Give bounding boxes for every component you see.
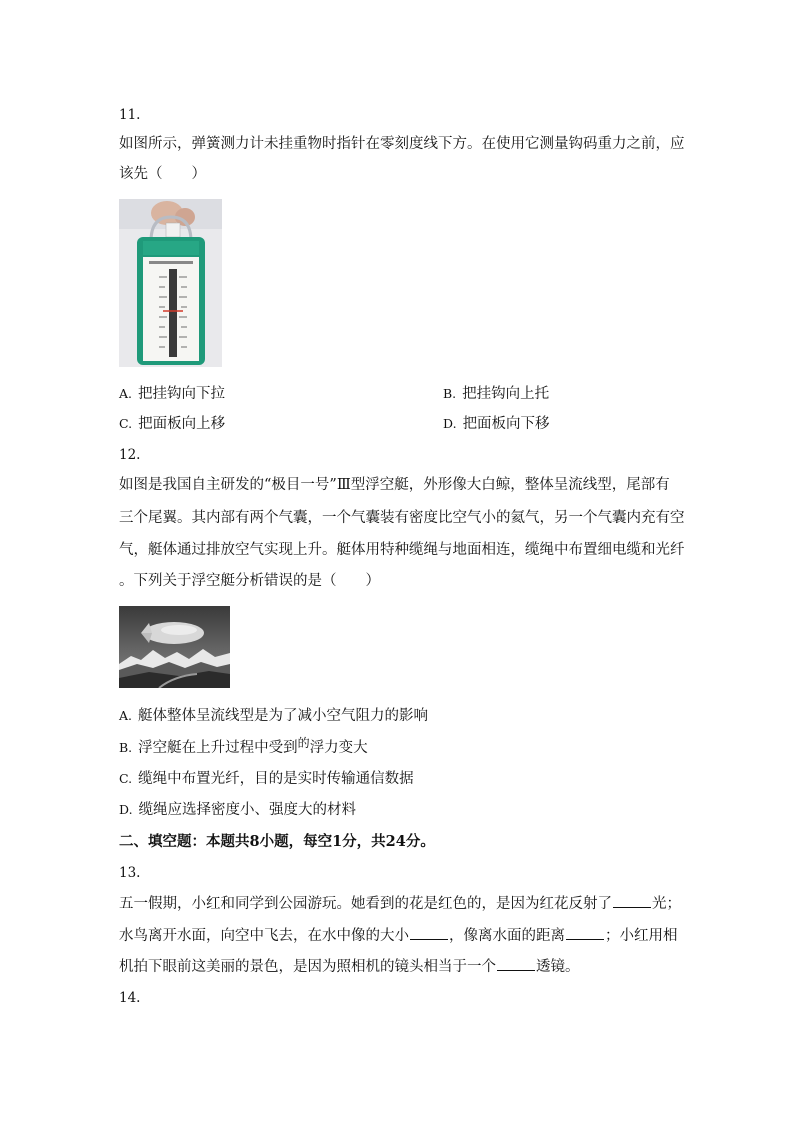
question-13-number: 13.: [119, 865, 141, 881]
text-segment: ，像离水面的距离: [449, 928, 565, 944]
option-text: 缆绳中布置光纤，目的是实时传输通信数据: [138, 771, 414, 787]
question-12-option-a: [119, 706, 428, 726]
option-letter: C.: [119, 771, 133, 786]
airship-image: [119, 606, 230, 688]
option-text-part1: 浮空艇在上升过程中受到: [138, 740, 298, 756]
question-11-option-c: [119, 414, 225, 434]
text-segment: 机拍下眼前这美丽的景色，是因为照相机的镜头相当于一个: [119, 959, 496, 975]
question-11-number: 11.: [119, 107, 141, 123]
text-segment: 五一假期，小红和同学到公园游玩。她看到的花是红色的，是因为红花反射了: [119, 896, 612, 912]
question-13-line2: [119, 925, 678, 946]
question-12-option-c: [119, 769, 414, 789]
option-text: 缆绳应选择密度小、强度大的材料: [138, 802, 357, 818]
option-text: 把挂钩向上托: [462, 386, 550, 402]
section-heading: 二、填空题：本题共8小题，每空1分，共24分。: [119, 833, 435, 850]
question-14-number: 14.: [119, 990, 141, 1006]
question-11-option-b: [443, 384, 549, 404]
question-11-stem-line2: 该先（ ）: [119, 166, 206, 182]
text-segment: 透镜。: [536, 959, 580, 975]
option-letter: A.: [119, 386, 133, 401]
option-text: 把面板向上移: [138, 416, 226, 432]
question-12-stem-line1: 如图是我国自主研发的“极目一号”Ⅲ型浮空艇，外形像大白鲸，整体呈流线型，尾部有: [119, 477, 670, 493]
option-text: 把面板向下移: [462, 416, 550, 432]
text-segment: ；小红用相: [605, 928, 678, 944]
answer-blank-3[interactable]: [566, 925, 604, 940]
question-12-option-d: [119, 800, 356, 820]
spring-scale-photo: [119, 199, 222, 367]
option-text: 艇体整体呈流线型是为了减小空气阻力的影响: [138, 708, 429, 724]
question-12-option-b: [119, 738, 368, 758]
text-segment: 水鸟离开水面，向空中飞去，在水中像的大小: [119, 928, 409, 944]
answer-blank-1[interactable]: [613, 893, 651, 908]
question-12-number: 12.: [119, 447, 141, 463]
option-text-part2: 浮力变大: [309, 740, 368, 756]
answer-blank-2[interactable]: [410, 925, 448, 940]
option-letter: D.: [119, 802, 133, 817]
option-letter: D.: [443, 416, 457, 431]
question-13-line1: [119, 893, 681, 914]
answer-blank-4[interactable]: [497, 956, 535, 971]
question-12-stem-line4: 。下列关于浮空艇分析错误的是（ ）: [119, 573, 380, 589]
option-letter: C.: [119, 416, 133, 431]
question-13-line3: [119, 956, 580, 977]
question-11-stem-line1: 如图所示，弹簧测力计未挂重物时指针在零刻度线下方。在使用它测量钩码重力之前，应: [119, 136, 685, 152]
option-letter: B.: [119, 740, 133, 755]
option-superscript-char: 的: [297, 736, 310, 750]
option-text: 把挂钩向下拉: [138, 386, 226, 402]
question-11-option-d: [443, 414, 550, 434]
question-12-stem-line3: 气，艇体通过排放空气实现上升。艇体用特种缆绳与地面相连，缆绳中布置细电缆和光纤: [119, 542, 685, 558]
option-letter: A.: [119, 708, 133, 723]
text-segment: 光；: [652, 896, 681, 912]
question-11-option-a: [119, 384, 225, 404]
spring-scale-image: [119, 199, 222, 367]
airship-photo: [119, 606, 230, 688]
question-12-stem-line2: 三个尾翼。其内部有两个气囊，一个气囊装有密度比空气小的氦气，另一个气囊内充有空: [119, 510, 685, 526]
option-letter: B.: [443, 386, 457, 401]
